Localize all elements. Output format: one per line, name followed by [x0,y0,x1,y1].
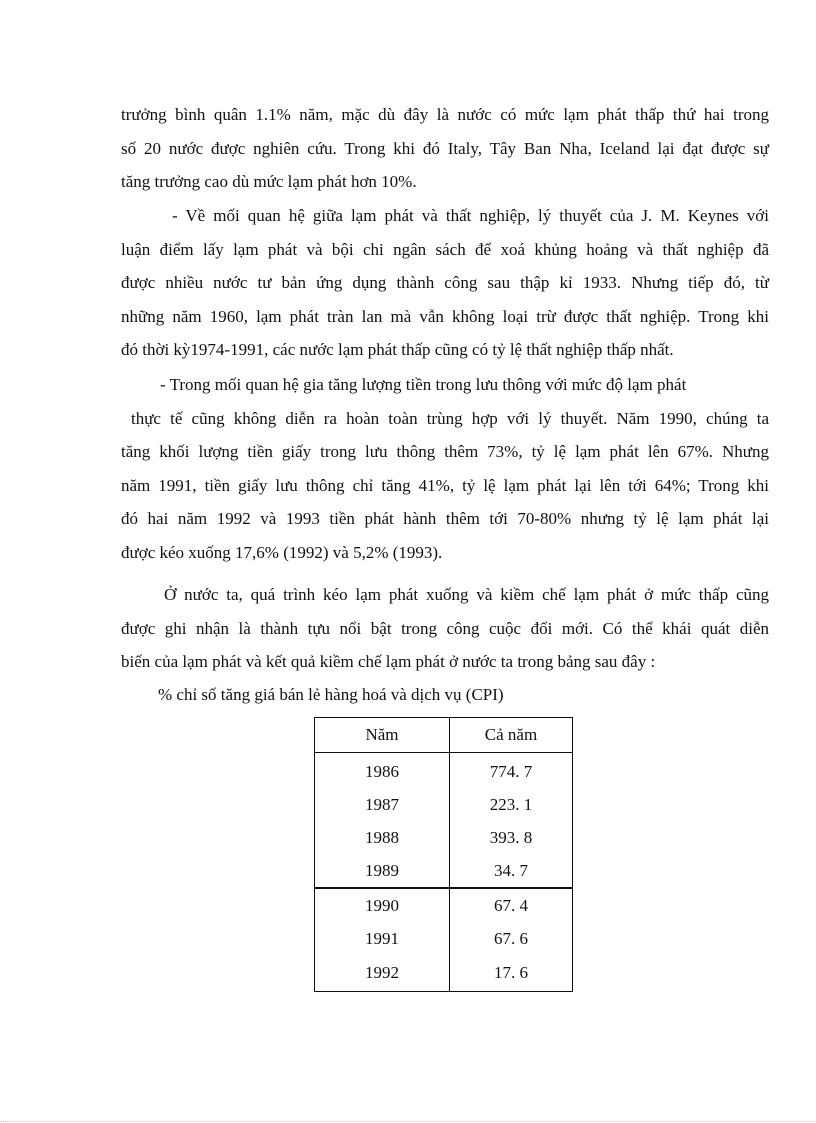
paragraph-growth [121,98,769,199]
cell-value: 34. 7 [450,854,573,888]
paragraph-vietnam [121,578,769,679]
table-row [315,922,573,955]
table-row [315,788,573,821]
cell-year: 1989 [315,854,450,888]
table-row [315,821,573,854]
cpi-table [314,717,573,992]
text-line: trưởng bình quân 1.1% năm, mặc dù đây là nước có mức lạm phát thấp thứ hai trong [121,105,769,124]
cell-year: 1990 [315,888,450,922]
cell-value: 67. 4 [450,888,573,922]
header-full-year: Cả năm [450,718,573,753]
cell-value: 393. 8 [450,821,573,854]
cell-year: 1991 [315,922,450,955]
table-row [315,888,573,922]
text-line: thực tế cũng không diễn ra hoàn toàn trùng hợp với lý thuyết. Năm 1990, chúng ta [131,408,769,428]
text-line: - Trong mối quan hệ gia tăng lượng tiền trong lưu thông với mức độ lạm phát [160,375,687,394]
text-line: Ở nước ta, quá trình kéo lạm phát xuống và kiềm chế lạm phát ở mức thấp cũng [164,585,769,604]
cell-year: 1992 [315,955,450,992]
text-line: đó hai năm 1992 và 1993 tiền phát hành thêm tới 70-80% nhưng tỷ lệ lạm phát lại [121,509,769,528]
text-line: tăng trưởng cao dù mức lạm phát hơn 10%. [121,172,417,191]
table-row [315,753,573,789]
header-year: Năm [315,718,450,753]
cell-year: 1987 [315,788,450,821]
text-line: được ghi nhận là thành tựu nổi bật trong công cuộc đổi mới. Có thể khái quát diễn [121,618,769,638]
text-line: luận điểm lấy lạm phát và bội chi ngân sách để xoá khủng hoảng và thất nghiệp đã [121,239,769,259]
table-row [315,955,573,992]
cell-value: 67. 6 [450,922,573,955]
text-line: được nhiều nước tư bản ứng dụng thành công sau thập kỉ 1933. Nhưng tiếp đó, từ [121,273,769,292]
text-line: tăng khối lượng tiền giấy trong lưu thông thêm 73%, tỷ lệ lạm phát lên 67%. Nhưng [121,442,769,461]
table-header-row [315,718,573,753]
text-line: năm 1991, tiền giấy lưu thông chỉ tăng 41%, tỷ lệ lạm phát lại lên tới 64%; Trong khi [121,475,769,495]
text-line: số 20 nước được nghiên cứu. Trong khi đó Italy, Tây Ban Nha, Iceland lại đạt được sự [121,138,769,158]
text-line: - Về mối quan hệ giữa lạm phát và thất nghiệp, lý thuyết của J. M. Keynes với [172,206,769,225]
cell-value: 17. 6 [450,955,573,992]
text-line: biến của lạm phát và kết quả kiềm chế lạm phát ở nước ta trong bảng sau đây : [121,652,656,671]
cell-year: 1986 [315,753,450,789]
cell-year: 1988 [315,821,450,854]
cell-value: 774. 7 [450,753,573,789]
paragraph-money-supply [121,368,769,569]
table-caption: % chỉ số tăng giá bán lẻ hàng hoá và dịch vụ (CPI) [158,685,504,704]
text-line: những năm 1960, lạm phát tràn lan mà vẫn không loại trừ được thất nghiệp. Trong khi [121,306,769,326]
paragraph-unemployment [121,199,769,367]
cell-value: 223. 1 [450,788,573,821]
text-line: đó thời kỳ1974-1991, các nước lạm phát thấp cũng có tỷ lệ thất nghiệp thấp nhất. [121,340,674,359]
text-line: được kéo xuống 17,6% (1992) và 5,2% (1993). [121,542,443,562]
table-row [315,854,573,888]
